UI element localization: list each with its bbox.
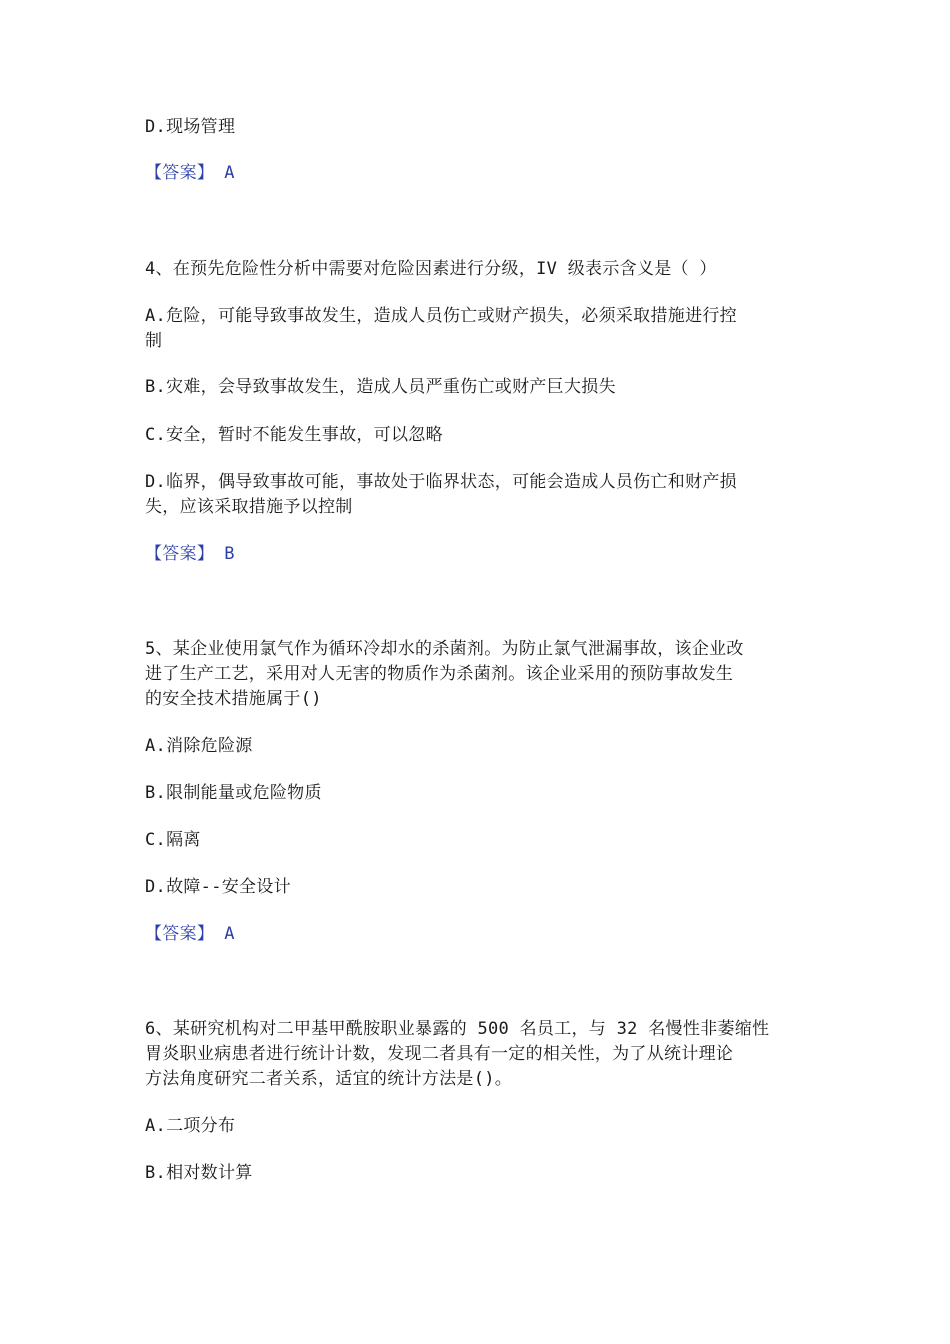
answer-value: A xyxy=(224,163,235,183)
option-d-q4-line2: 失，应该采取措施予以控制 xyxy=(145,497,353,517)
question-5-line1: 5、某企业使用氯气作为循环冷却水的杀菌剂。为防止氯气泄漏事故，该企业改 xyxy=(145,639,744,659)
option-d-q4-line1: D.临界，偶导致事故可能，事故处于临界状态，可能会造成人员伤亡和财产损 xyxy=(145,472,737,492)
option-a-q5: A.消除危险源 xyxy=(145,736,253,756)
answer-value: A xyxy=(224,924,235,944)
answer-q3 xyxy=(145,160,235,186)
option-d-q3: D.现场管理 xyxy=(145,117,236,137)
option-b-q6: B.相对数计算 xyxy=(145,1163,253,1183)
answer-label: 【答案】 xyxy=(145,544,215,564)
question-6-line3: 方法角度研究二者关系，适宜的统计方法是()。 xyxy=(145,1069,513,1089)
question-6-line2: 胃炎职业病患者进行统计计数，发现二者具有一定的相关性，为了从统计理论 xyxy=(145,1044,734,1064)
answer-q5 xyxy=(145,921,235,947)
answer-label: 【答案】 xyxy=(145,163,215,183)
option-a-q4-line2: 制 xyxy=(145,331,163,351)
option-b-q4: B.灾难，会导致事故发生，造成人员严重伤亡或财产巨大损失 xyxy=(145,377,616,397)
question-5-line2: 进了生产工艺，采用对人无害的物质作为杀菌剂。该企业采用的预防事故发生 xyxy=(145,664,734,684)
answer-value: B xyxy=(224,544,235,564)
answer-label: 【答案】 xyxy=(145,924,215,944)
option-b-q5: B.限制能量或危险物质 xyxy=(145,783,322,803)
option-c-q5: C.隔离 xyxy=(145,830,201,850)
question-5-line3: 的安全技术措施属于() xyxy=(145,689,322,709)
question-6-line1: 6、某研究机构对二甲基甲酰胺职业暴露的 500 名员工，与 32 名慢性非萎缩性 xyxy=(145,1019,770,1039)
option-a-q6: A.二项分布 xyxy=(145,1116,236,1136)
option-d-q5: D.故障--安全设计 xyxy=(145,877,291,897)
option-c-q4: C.安全，暂时不能发生事故，可以忽略 xyxy=(145,425,443,445)
answer-q4 xyxy=(145,541,235,567)
option-a-q4-line1: A.危险，可能导致事故发生，造成人员伤亡或财产损失，必须采取措施进行控 xyxy=(145,306,737,326)
question-4: 4、在预先危险性分析中需要对危险因素进行分级，IV 级表示含义是（ ） xyxy=(145,259,717,279)
